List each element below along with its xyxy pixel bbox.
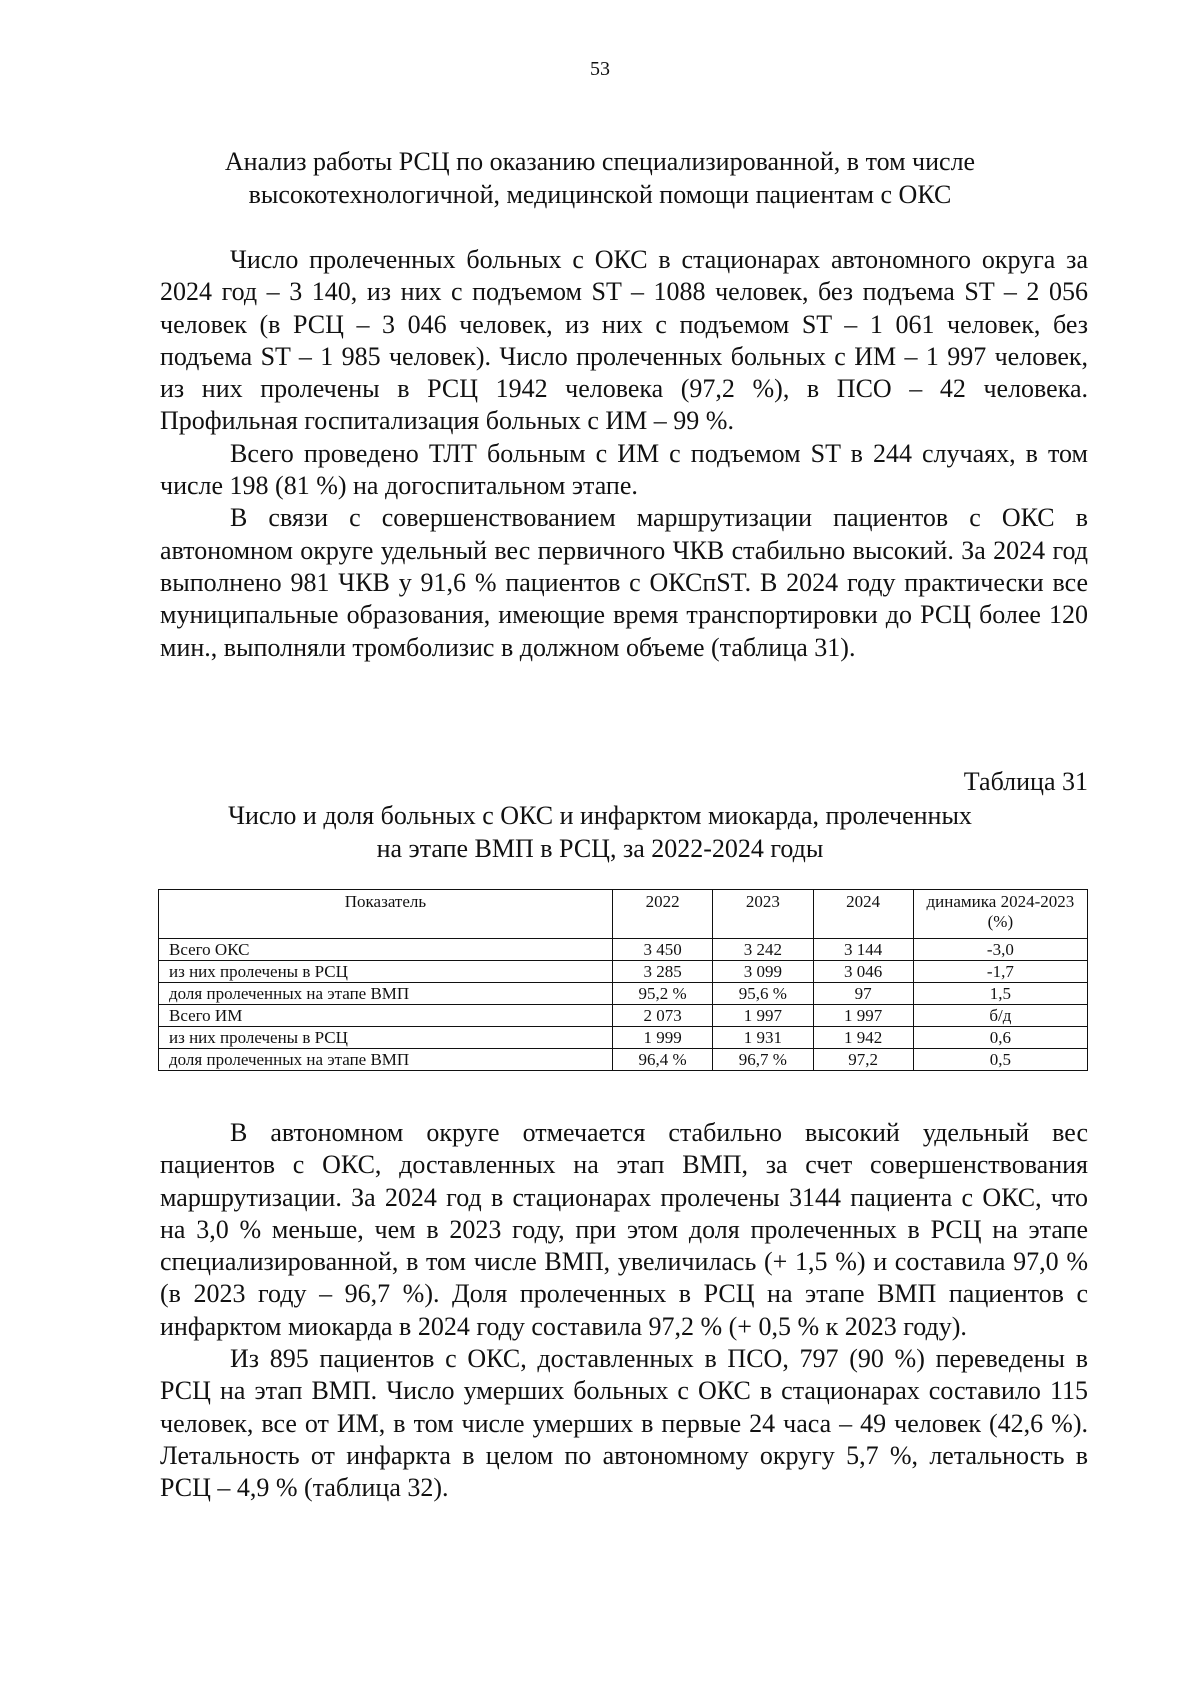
table-cell: 1 997: [713, 1005, 813, 1027]
table-header-cell: 2024: [813, 890, 913, 939]
paragraph: Число пролеченных больных с ОКС в стационарах автономного округа за 2024 год – 3 140, из них с подъемом ST – 1088 человек, без подъема ST – 2 056 человек (в РСЦ – 3 046 человек, из них с подъемом ST – 1 061 человек, без подъема ST – 1 985 человек). Число пролеченных больных с ИМ – 1 997 человек, из них пролечены в РСЦ 1942 человека (97,2 %), в ПСО – 42 человека. Профильная госпитализация больных с ИМ – 99 %.: [160, 245, 1088, 436]
table-cell: 96,4 %: [612, 1049, 712, 1071]
table-cell: доля пролеченных на этапе ВМП: [159, 983, 613, 1005]
table-header-cell: динамика 2024-2023 (%): [913, 890, 1087, 939]
paragraph: Всего проведено ТЛТ больным с ИМ с подъемом ST в 244 случаях, в том числе 198 (81 %) на догоспитальном этапе.: [160, 438, 1088, 501]
table-title-line-2: на этапе ВМП в РСЦ, за 2022-2024 годы: [376, 834, 824, 863]
table-header-row: [159, 890, 1088, 939]
table-cell: доля пролеченных на этапе ВМП: [159, 1049, 613, 1071]
table-row: [159, 961, 1088, 983]
table-cell: 2 073: [612, 1005, 712, 1027]
table-cell: 3 242: [713, 939, 813, 961]
table-cell: 1 931: [713, 1027, 813, 1049]
table-label: Таблица 31: [963, 767, 1088, 796]
table-row: [159, 1027, 1088, 1049]
table-cell: Всего ОКС: [159, 939, 613, 961]
table-cell: из них пролечены в РСЦ: [159, 1027, 613, 1049]
table-cell: из них пролечены в РСЦ: [159, 961, 613, 983]
table-cell: 3 046: [813, 961, 913, 983]
section-title-line-1: Анализ работы РСЦ по оказанию специализированной, в том числе: [224, 147, 976, 176]
table-header-cell: Показатель: [159, 890, 613, 939]
table-title-line-1: Число и доля больных с ОКС и инфарктом миокарда, пролеченных: [228, 801, 972, 830]
table-cell: 3 099: [713, 961, 813, 983]
body-text-bottom: [160, 1117, 1088, 1505]
table-cell: 96,7 %: [713, 1049, 813, 1071]
data-table: [158, 889, 1088, 1071]
table-cell: -3,0: [913, 939, 1087, 961]
table-cell: 3 144: [813, 939, 913, 961]
table-row: [159, 1005, 1088, 1027]
table-cell: 0,6: [913, 1027, 1087, 1049]
paragraph: В автономном округе отмечается стабильно высокий удельный вес пациентов с ОКС, доставленных на этап ВМП, за счет совершенствования маршрутизации. За 2024 год в стационарах пролечены 3144 пациента с ОКС, что на 3,0 % меньше, чем в 2023 году, при этом доля пролеченных в РСЦ на этапе специализированной, в том числе ВМП, увеличилась (+ 1,5 %) и составила 97,0 % (в 2023 году – 96,7 %). Доля пролеченных в РСЦ на этапе ВМП пациентов с инфарктом миокарда в 2024 году составила 97,2 % (+ 0,5 % к 2023 году).: [160, 1118, 1088, 1341]
table-cell: 1 942: [813, 1027, 913, 1049]
table-cell: 95,6 %: [713, 983, 813, 1005]
table-row: [159, 939, 1088, 961]
table-cell: 1 997: [813, 1005, 913, 1027]
table-row: [159, 1049, 1088, 1071]
table-cell: б/д: [913, 1005, 1087, 1027]
table-cell: Всего ИМ: [159, 1005, 613, 1027]
table-cell: 3 285: [612, 961, 712, 983]
table-cell: 97,2: [813, 1049, 913, 1071]
section-title: [150, 145, 1050, 211]
page-number: 53: [590, 58, 610, 80]
table-cell: 0,5: [913, 1049, 1087, 1071]
section-title-line-2: высокотехнологичной, медицинской помощи пациентам с ОКС: [248, 180, 952, 209]
table-header-cell: 2023: [713, 890, 813, 939]
table-cell: 97: [813, 983, 913, 1005]
table-row: [159, 983, 1088, 1005]
table-cell: 3 450: [612, 939, 712, 961]
paragraph: В связи с совершенствованием маршрутизации пациентов с ОКС в автономном округе удельный вес первичного ЧКВ стабильно высокий. За 2024 год выполнено 981 ЧКВ у 91,6 % пациентов с ОКСпST. В 2024 году практически все муниципальные образования, имеющие время транспортировки до РСЦ более 120 мин., выполняли тромболизис в должном объеме (таблица 31).: [160, 503, 1088, 662]
table-cell: -1,7: [913, 961, 1087, 983]
paragraph: Из 895 пациентов с ОКС, доставленных в ПСО, 797 (90 %) переведены в РСЦ на этап ВМП. Число умерших больных с ОКС в стационарах составило 115 человек, все от ИМ, в том числе умерших в первые 24 часа – 49 человек (42,6 %). Летальность от инфаркта в целом по автономному округу 5,7 %, летальность в РСЦ – 4,9 % (таблица 32).: [160, 1344, 1088, 1503]
body-text-top: [160, 244, 1088, 664]
table-title: [150, 799, 1050, 865]
table-cell: 1 999: [612, 1027, 712, 1049]
table-cell: 95,2 %: [612, 983, 712, 1005]
table-header-cell: 2022: [612, 890, 712, 939]
table-cell: 1,5: [913, 983, 1087, 1005]
